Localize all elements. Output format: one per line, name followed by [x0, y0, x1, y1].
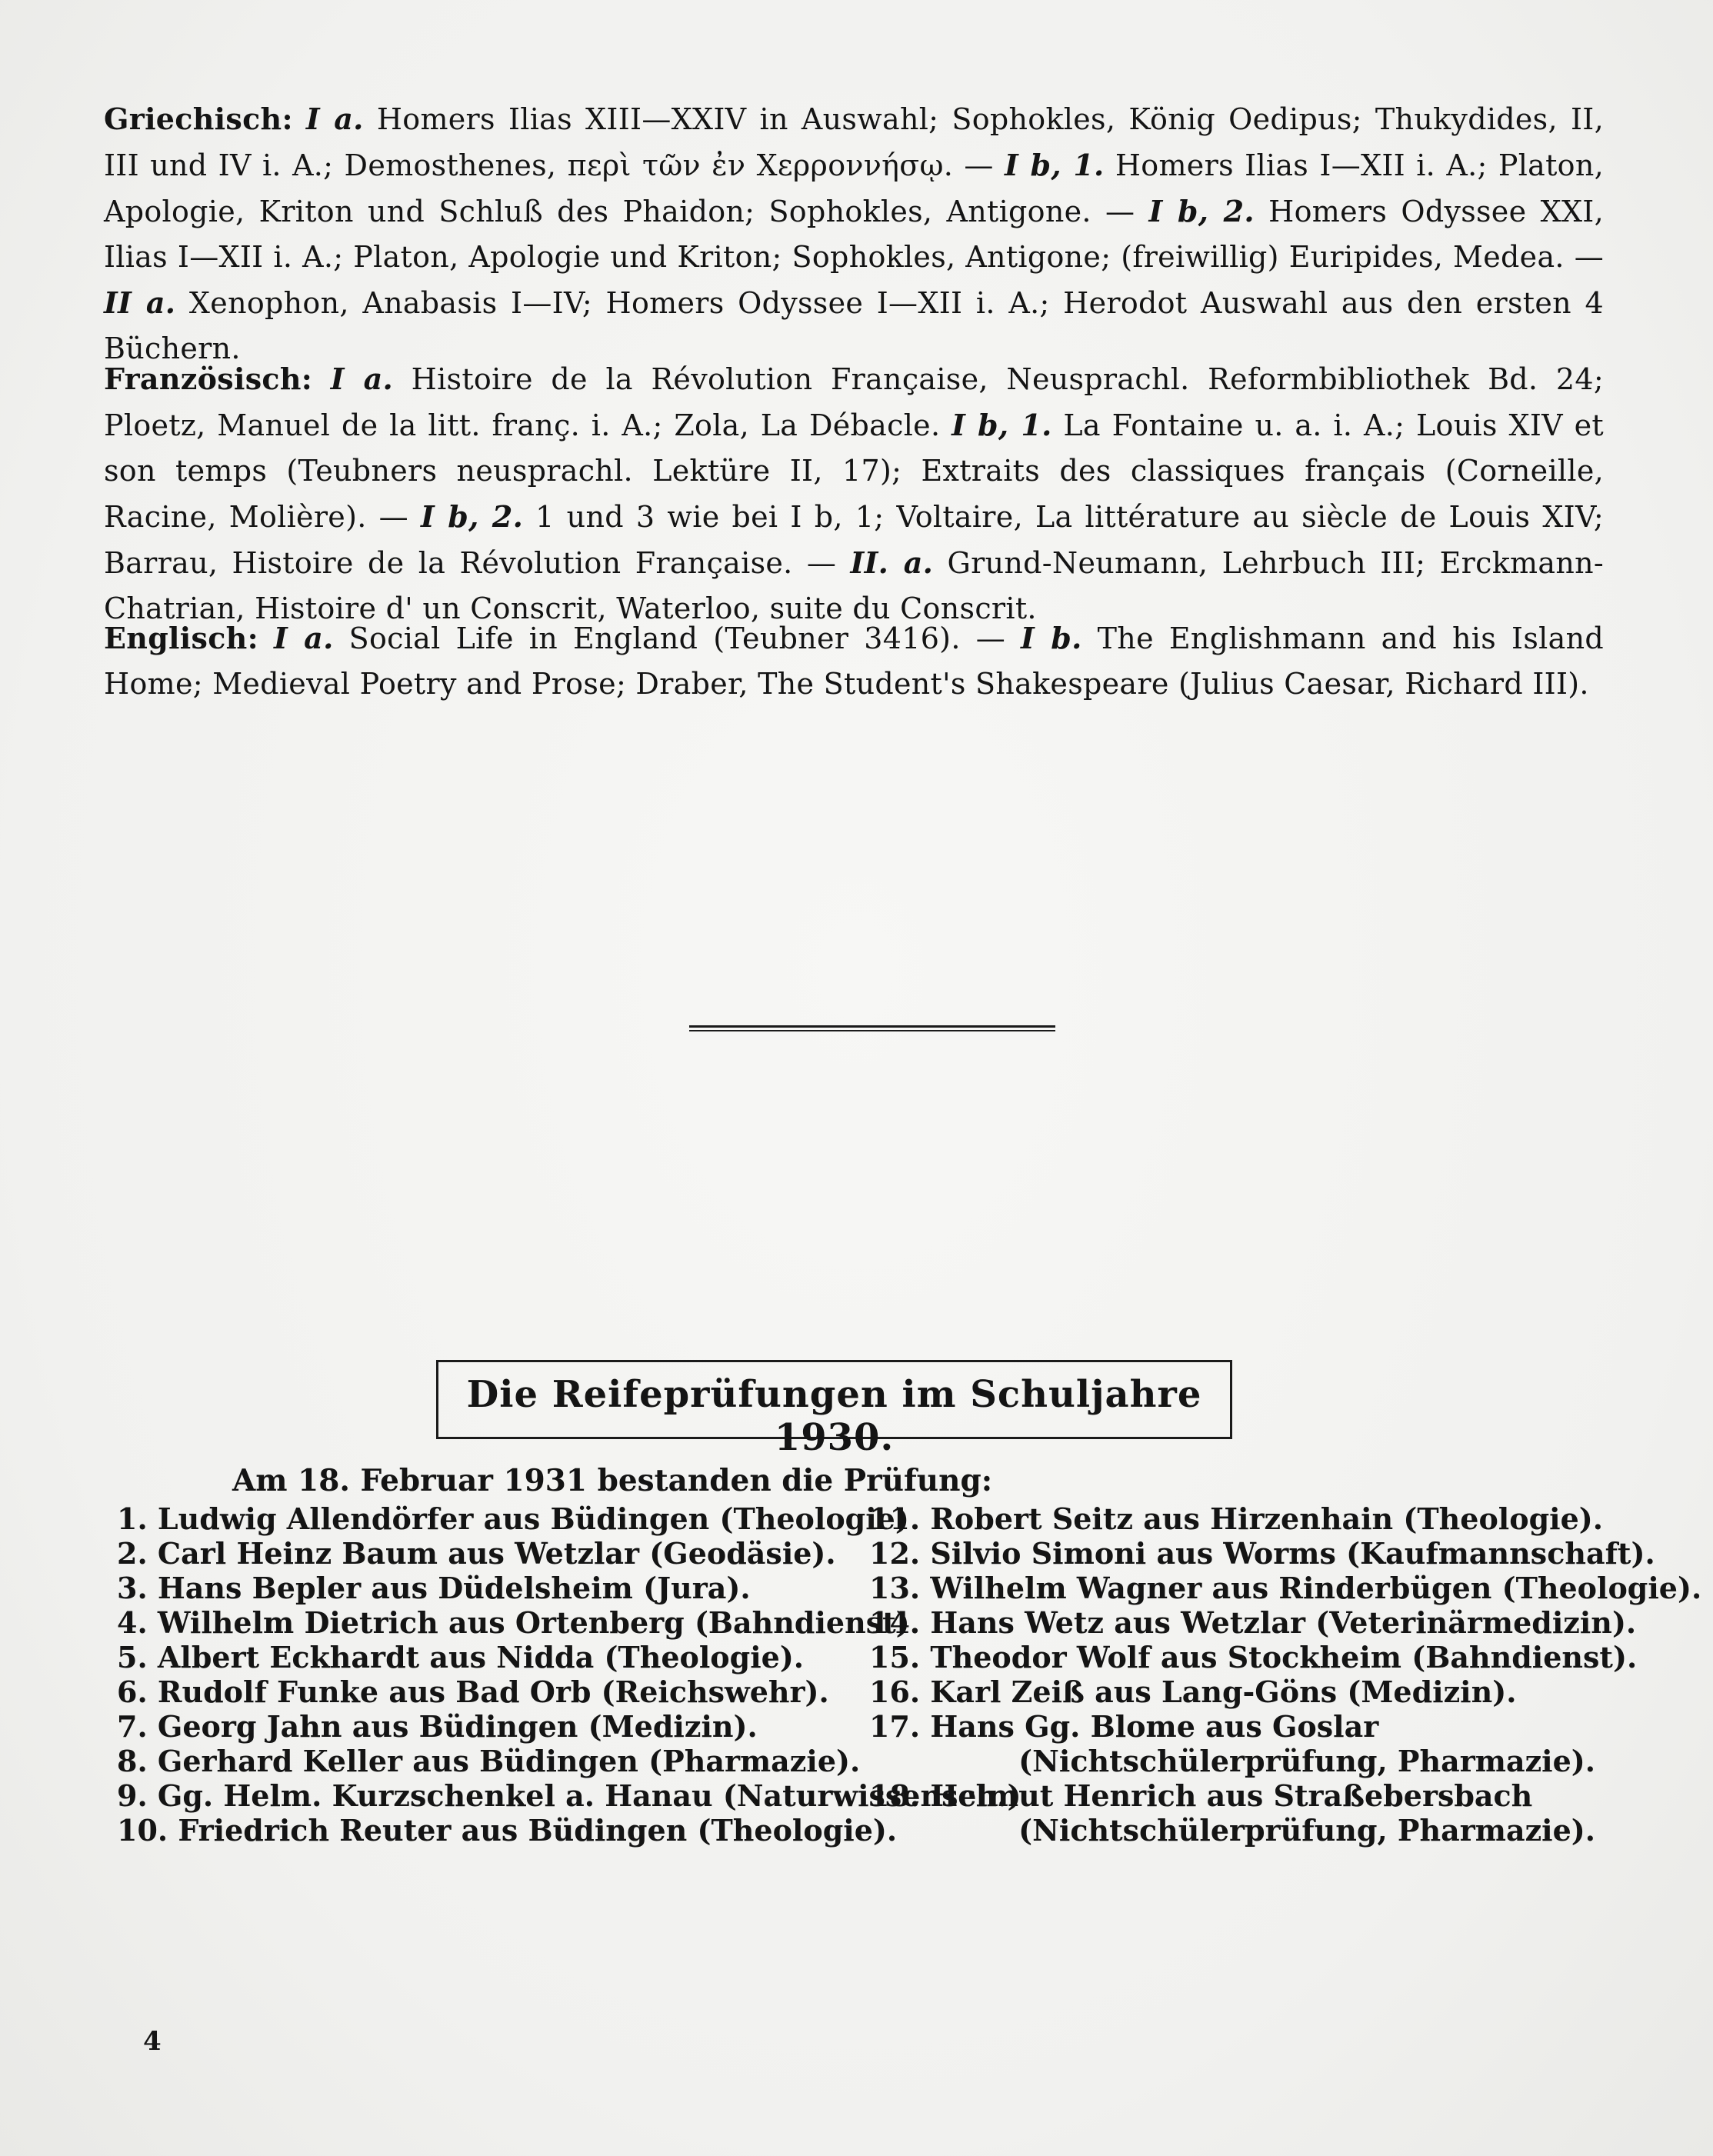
graduate-entry: 2. Carl Heinz Baum aus Wetzlar (Geodäsie). — [117, 1536, 836, 1571]
greek-curriculum-paragraph — [104, 96, 1604, 372]
subject-label: Französisch: — [104, 362, 313, 396]
class-reference: I a. — [305, 102, 364, 136]
graduate-entry: 11. Robert Seitz aus Hirzenhain (Theologie). — [869, 1501, 1603, 1536]
graduate-entry: 18. Helmut Henrich aus Straßebersbach — [869, 1778, 1533, 1813]
graduate-entry: 13. Wilhelm Wagner aus Rinderbügen (Theologie). — [869, 1571, 1702, 1605]
class-reference: I a. — [330, 362, 394, 396]
subject-label: Englisch: — [104, 621, 258, 655]
graduate-entry: (Nichtschülerprüfung, Pharmazie). — [1018, 1813, 1595, 1848]
subject-label: Griechisch: — [104, 102, 293, 136]
exam-title: Die Reifeprüfungen im Schuljahre 1930. — [466, 1373, 1202, 1459]
english-curriculum-paragraph — [104, 615, 1604, 707]
exam-intro: Am 18. Februar 1931 bestanden die Prüfung: — [232, 1463, 993, 1498]
class-reference: I b. — [1021, 621, 1082, 655]
graduate-entry: 14. Hans Wetz aus Wetzlar (Veterinärmedizin). — [869, 1605, 1637, 1640]
class-reference: I b, 1. — [1005, 148, 1105, 182]
graduate-entry: 3. Hans Bepler aus Düdelsheim (Jura). — [117, 1571, 751, 1605]
graduate-entry: 17. Hans Gg. Blome aus Goslar — [869, 1709, 1379, 1744]
graduate-entry: 5. Albert Eckhardt aus Nidda (Theologie). — [117, 1640, 805, 1674]
class-reference: II. a. — [850, 545, 934, 580]
class-reference: I b, 2. — [1148, 194, 1255, 228]
graduate-entry: 6. Rudolf Funke aus Bad Orb (Reichswehr). — [117, 1674, 829, 1709]
graduate-entry: 16. Karl Zeiß aus Lang-Göns (Medizin). — [869, 1674, 1517, 1709]
section-text: I a. Social Life in England (Teubner 3416). — I b. The Englishmann and his Island Home; Medieval Poetry and Prose; Draber, The Student's Shakespeare (Julius Caesar, Richard III). — [104, 621, 1604, 701]
class-reference: I a. — [273, 621, 334, 655]
graduate-entry: 1. Ludwig Allendörfer aus Büdingen (Theologie) — [117, 1501, 909, 1536]
graduate-entry: 4. Wilhelm Dietrich aus Ortenberg (Bahndienst). — [117, 1605, 920, 1640]
graduate-entry: 12. Silvio Simoni aus Worms (Kaufmannschaft). — [869, 1536, 1655, 1571]
graduate-entry: 7. Georg Jahn aus Büdingen (Medizin). — [117, 1709, 758, 1744]
graduate-entry: 8. Gerhard Keller aus Büdingen (Pharmazie). — [117, 1744, 861, 1778]
section-divider — [689, 1025, 1055, 1031]
section-text: I a. Histoire de la Révolution Française, Neusprachl. Reformbibliothek Bd. 24; Ploetz, Manuel de la litt. franç. i. A.; Zola, La Débacle. I b, 1. La Fontaine u. a. i. A.; Louis XIV et son temps (Teubners neusprachl. Lektüre II, 17); Extraits des classiques français (Corneille, Racine, Molière). — I b, 2. 1 und 3 wie bei I b, 1; Voltaire, La littérature au siècle de Louis XIV; Barrau, Histoire de la Révolution Française. — II. a. Grund-Neumann, Lehrbuch III; Erckmann-Chatrian, Histoire d' un Conscrit, Waterloo, suite du Conscrit. — [104, 362, 1605, 625]
class-reference: I b, 1. — [951, 408, 1052, 442]
graduate-entry: 15. Theodor Wolf aus Stockheim (Bahndienst). — [869, 1640, 1638, 1674]
graduate-entry: 9. Gg. Helm. Kurzschenkel a. Hanau (Naturwissensch.) — [117, 1778, 1021, 1813]
graduates-list-left — [117, 1501, 1021, 1848]
class-reference: I b, 2. — [420, 499, 524, 534]
graduate-entry: (Nichtschülerprüfung, Pharmazie). — [1018, 1744, 1595, 1778]
section-text: I a. Homers Ilias XIII—XXIV in Auswahl; Sophokles, König Oedipus; Thukydides, II, III und IV i. A.; Demosthenes, περὶ τῶν ἐν Χερροννήσῳ. — I b, 1. Homers Ilias I—XII i. A.; Platon, Apologie, Kriton und Schluß des Phaidon; Sophokles, Antigone. — I b, 2. Homers Odyssee XXI, Ilias I—XII i. A.; Platon, Apologie und Kriton; Sophokles, Antigone; (freiwillig) Euripides, Medea. — II a. Xenophon, Anabasis I—IV; Homers Odyssee I—XII i. A.; Herodot Auswahl aus den ersten 4 Büchern. — [104, 102, 1605, 365]
french-curriculum-paragraph — [104, 356, 1604, 631]
graduate-entry: 10. Friedrich Reuter aus Büdingen (Theologie). — [117, 1813, 898, 1848]
page-number: 4 — [143, 2026, 162, 2057]
graduates-list-right — [869, 1501, 1702, 1848]
exam-title-box — [436, 1360, 1232, 1459]
class-reference: II a. — [104, 285, 176, 320]
